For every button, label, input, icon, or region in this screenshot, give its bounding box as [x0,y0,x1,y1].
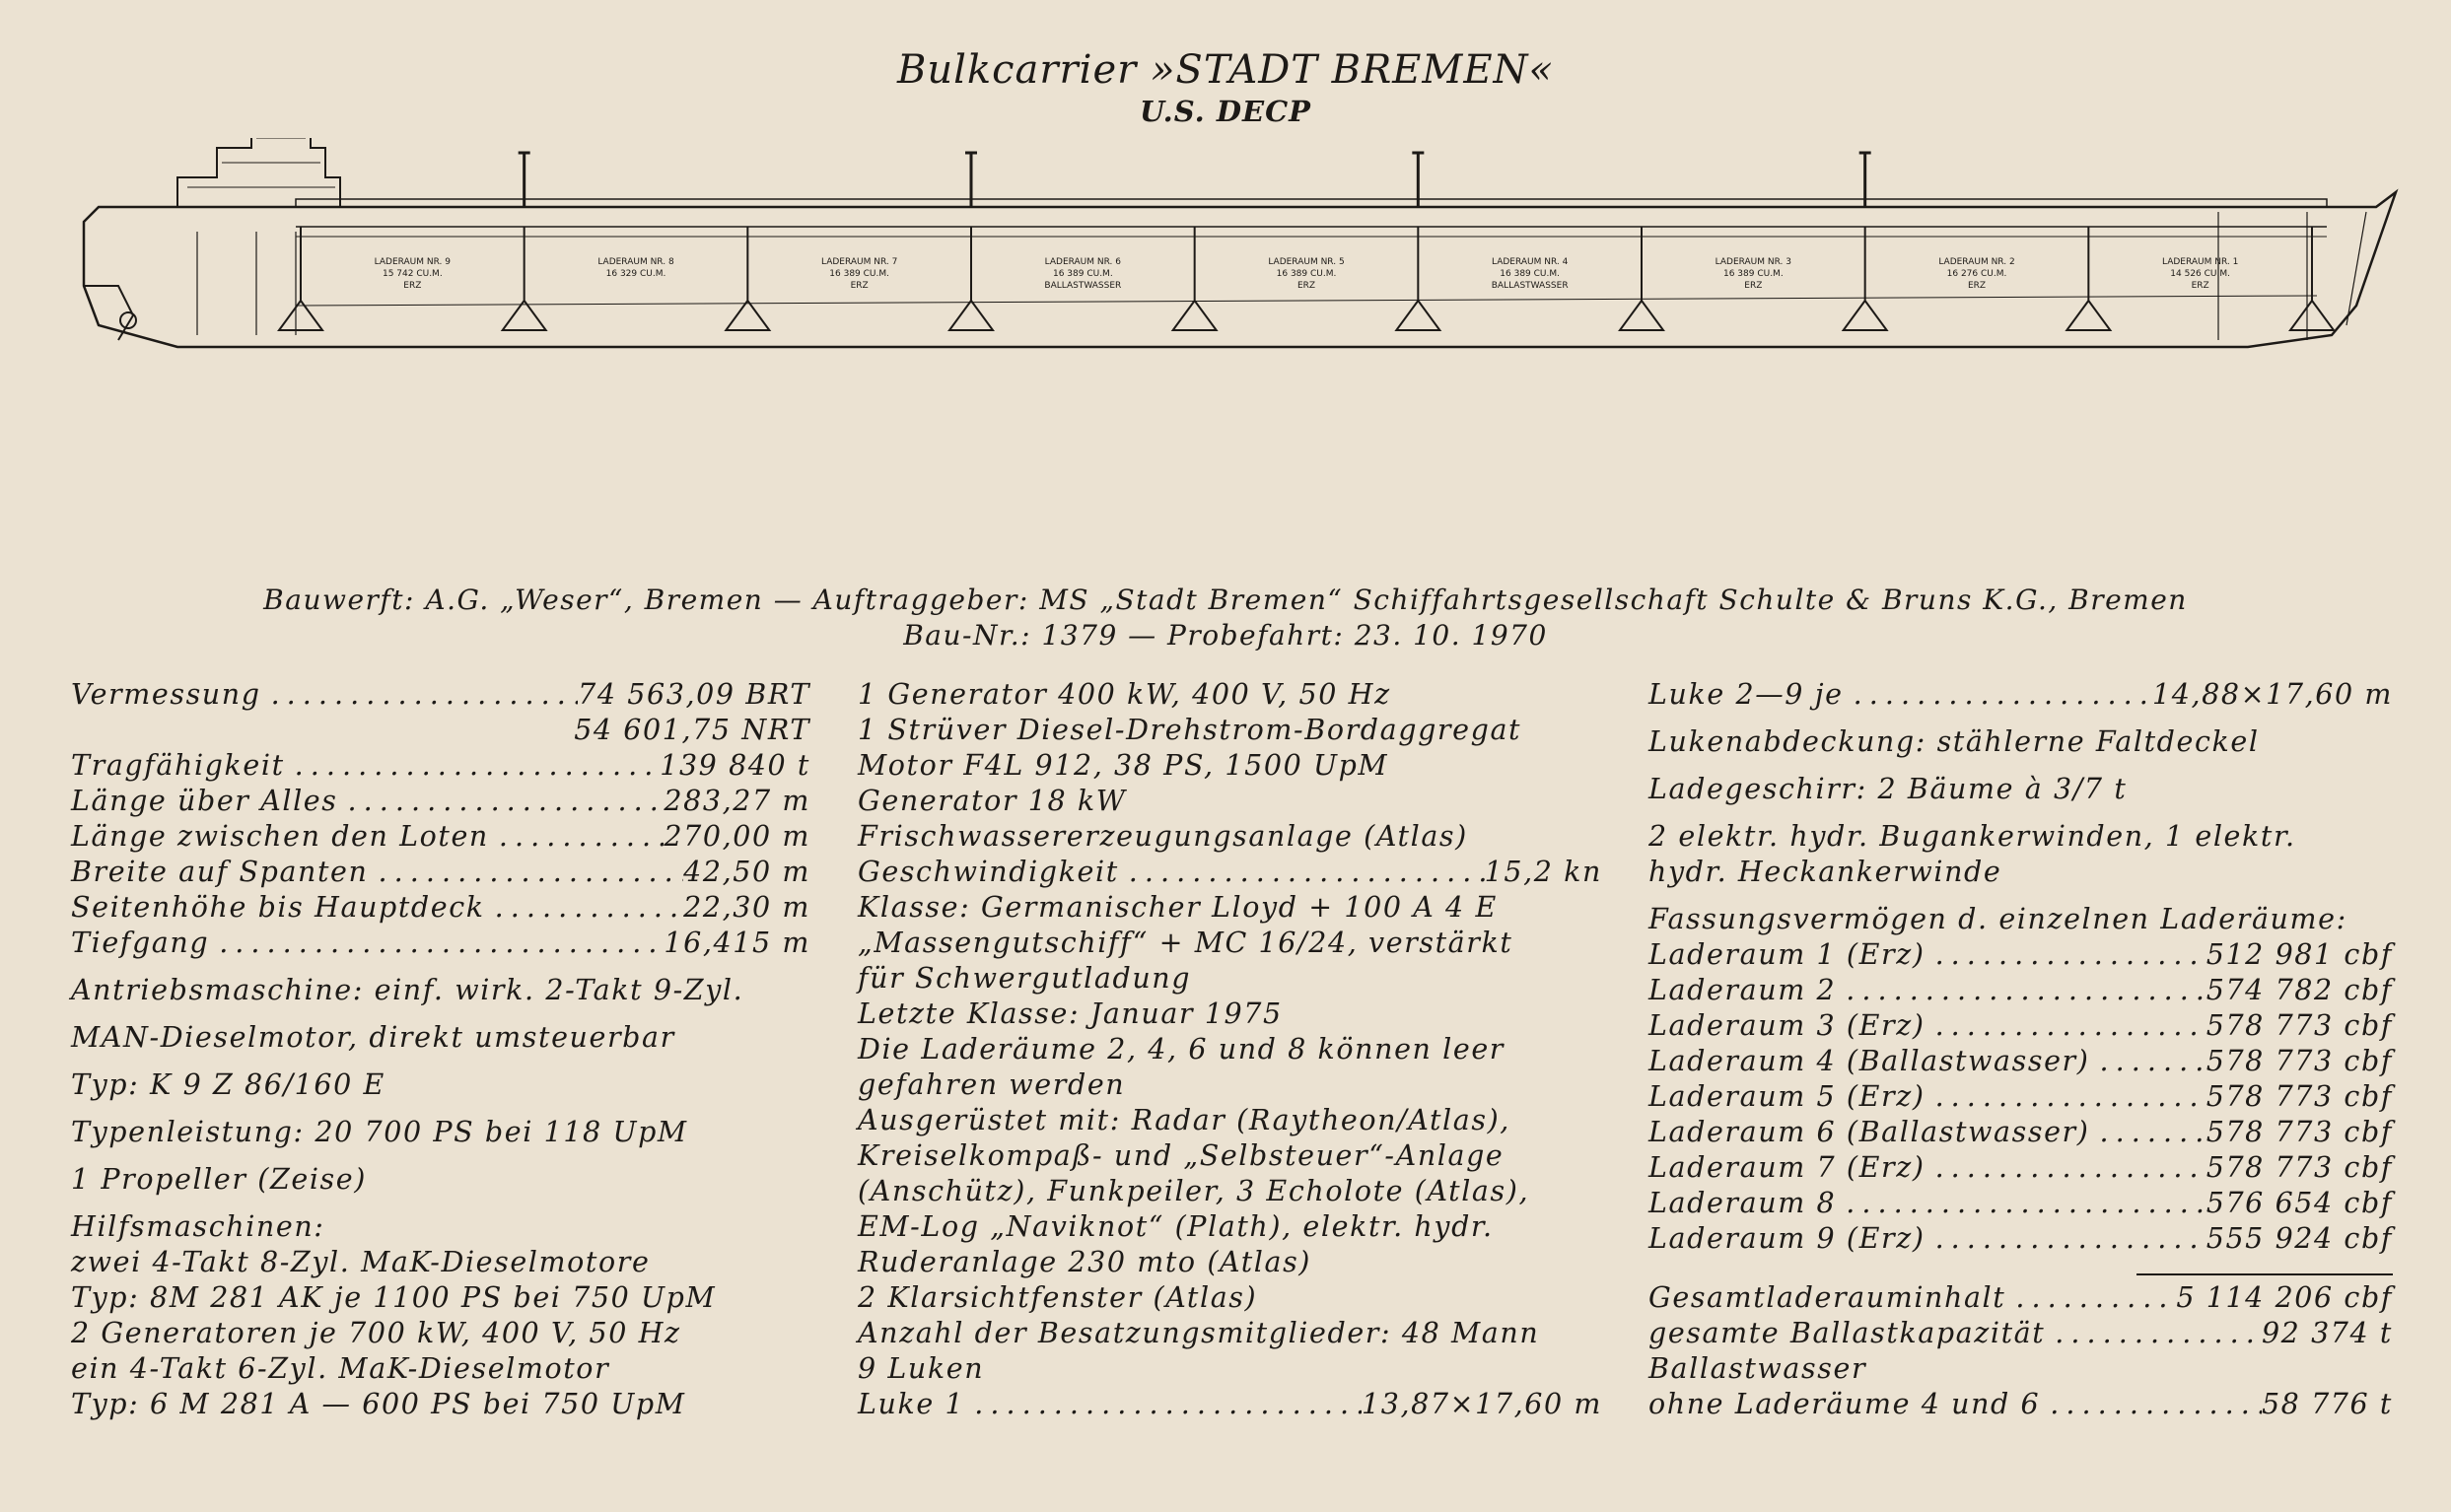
text-line: Lukenabdeckung: stählerne Faltdeckel [1648,725,2260,758]
text-line: Anzahl der Besatzungsmitglieder: 48 Mann [858,1317,1540,1349]
spec-row: Laderaum 5 (Erz) . . . 578 773 cbf [1648,1080,2393,1116]
spec-row: Laderaum 8 . . . 576 654 cbf [1648,1187,2393,1222]
hold-label: 16 389 CU.M. [1500,269,1561,279]
spec-row: Tragfähigkeit . . . 139 840 t [71,749,810,785]
hold-label: LADERAUM NR. 5 [1268,257,1345,267]
text-line: Typ: K 9 Z 86/160 E [71,1068,385,1101]
hold-label: 14 526 CU.M. [2170,269,2231,279]
spec-row: Laderaum 9 (Erz) . . . 555 924 cbf [1648,1222,2393,1258]
text-line: 2 Klarsichtfenster (Atlas) [858,1281,1258,1314]
text-line: 9 Luken [858,1352,985,1385]
hold-label: 16 389 CU.M. [1052,269,1113,279]
spec-row: Laderaum 7 (Erz) . . . 578 773 cbf [1648,1151,2393,1187]
text-line: Typ: 6 M 281 A — 600 PS bei 750 UpM [71,1388,686,1420]
text-line: zwei 4-Takt 8-Zyl. MaK-Dieselmotore [71,1246,651,1278]
text-line: für Schwergutladung [858,962,1192,995]
text-line: Ladegeschirr: 2 Bäume à 3/7 t [1648,773,2128,805]
text-line: Ballastwasser [1648,1352,1867,1385]
text-line: 1 Strüver Diesel-Drehstrom-Bordaggregat [858,714,1522,746]
bulkhead [1396,227,1439,330]
spec-row: Luke 1 . . . 13,87×17,60 m [858,1388,1602,1423]
hold-label: ERZ [2191,281,2209,291]
sum-rule [2136,1273,2393,1275]
cargo-holds [279,153,2334,330]
hold-label: LADERAUM NR. 3 [1715,257,1792,267]
spec-row: gesamte Ballastkapazität . . . 92 374 t [1648,1317,2393,1352]
text-line: MAN-Dieselmotor, direkt umsteuerbar [71,1021,675,1054]
text-line: gefahren werden [858,1068,1126,1101]
text-line: (Anschütz), Funkpeiler, 3 Echolote (Atlas), [858,1175,1530,1207]
hold-label: ERZ [850,281,869,291]
bulkhead [949,227,993,330]
column-middle [858,678,1602,1423]
hold-label: LADERAUM NR. 1 [2161,257,2239,267]
text-line: Kreiselkompaß- und „Selbsteuer“-Anlage [858,1139,1505,1172]
text-line: Letzte Klasse: Januar 1975 [858,997,1283,1030]
text-line: 2 elektr. hydr. Bugankerwinden, 1 elektr. [1648,820,2296,853]
bulkhead [2290,227,2334,330]
text-line: hydr. Heckankerwinde [1648,856,2002,888]
text-line: 1 Propeller (Zeise) [71,1163,367,1196]
bulkhead [503,227,546,330]
text-line: Die Laderäume 2, 4, 6 und 8 können leer [858,1033,1506,1065]
page-title: Bulkcarrier »STADT BREMEN« [896,47,1555,93]
spec-row: Laderaum 4 (Ballastwasser) . . . 578 773 cbf [1648,1045,2393,1080]
spec-row: Gesamtladerauminhalt . . . 5 114 206 cbf [1648,1281,2393,1317]
text-line: EM-Log „Naviknot“ (Plath), elektr. hydr. [858,1210,1494,1243]
text-line: Generator 18 kW [858,785,1127,817]
hold-label: ERZ [1296,281,1316,291]
hold-label: 16 329 CU.M. [605,269,666,279]
spec-row: Laderaum 1 (Erz) . . . 512 981 cbf [1648,938,2393,974]
spec-row: Vermessung . . . 74 563,09 BRT [71,678,810,714]
text-line: Typ: 8M 281 AK je 1100 PS bei 750 UpM [71,1281,717,1314]
text-line: Frischwassererzeugungsanlage (Atlas) [858,820,1468,853]
text-line: Fassungsvermögen d. einzelnen Laderäume: [1648,903,2347,935]
spec-row: Laderaum 2 . . . 574 782 cbf [1648,974,2393,1009]
text-line: 1 Generator 400 kW, 400 V, 50 Hz [858,678,1391,711]
bulkhead [1620,227,1663,330]
bulkhead [1173,227,1217,330]
spec-row: Laderaum 6 (Ballastwasser) . . . 578 773 cbf [1648,1116,2393,1151]
hold-label: LADERAUM NR. 4 [1491,257,1569,267]
column-right [1648,678,2393,1423]
hold-label: ERZ [403,281,422,291]
spec-row: Tiefgang . . . 16,415 m [71,927,810,962]
page-subtitle: U.S. DECP [1140,95,1311,128]
text-line: Typenleistung: 20 700 PS bei 118 UpM [71,1116,688,1148]
hold-label: 16 389 CU.M. [829,269,890,279]
hold-label: ERZ [1967,281,1987,291]
spec-row: Luke 2—9 je . . . 14,88×17,60 m [1648,678,2393,714]
text-line: Motor F4L 912, 38 PS, 1500 UpM [858,749,1389,782]
hold-label: 16 276 CU.M. [1946,269,2007,279]
hold-label: ERZ [1744,281,1763,291]
bulkhead [2066,227,2110,330]
hold-label: LADERAUM NR. 9 [374,257,452,267]
hold-label: BALLASTWASSER [1491,281,1569,291]
superstructure [177,138,340,207]
spec-row: Geschwindigkeit . . . 15,2 kn [858,856,1602,891]
ship-profile-drawing [59,138,2425,582]
spec-row: Laderaum 3 (Erz) . . . 578 773 cbf [1648,1009,2393,1045]
hold-label: BALLASTWASSER [1044,281,1122,291]
bulkhead [1844,227,1887,330]
hold-label: LADERAUM NR. 6 [1044,257,1122,267]
spec-row: Seitenhöhe bis Hauptdeck . . . 22,30 m [71,891,810,927]
bulkhead [279,227,322,330]
spec-row: Länge über Alles . . . 283,27 m [71,785,810,820]
hold-label: 16 389 CU.M. [1722,269,1784,279]
hold-label: 15 742 CU.M. [382,269,443,279]
text-line: Hilfsmaschinen: [71,1210,325,1243]
text-line: Antriebsmaschine: einf. wirk. 2-Takt 9-Zyl. [71,974,744,1006]
bulkhead [726,227,769,330]
text-line: „Massengutschiff“ + MC 16/24, verstärkt [858,927,1513,959]
text-line: Ruderanlage 230 mto (Atlas) [858,1246,1312,1278]
shipyard-caption: Bauwerft: A.G. „Weser“, Bremen — Auftraggeber: MS „Stadt Bremen“ Schiffahrtsgesellschaft Schulte & Bruns K.G., Bremen [263,584,2188,616]
hold-label: LADERAUM NR. 2 [1938,257,2015,267]
text-line: Ausgerüstet mit: Radar (Raytheon/Atlas), [858,1104,1510,1136]
text-line: 2 Generatoren je 700 kW, 400 V, 50 Hz [71,1317,681,1349]
spec-row: Breite auf Spanten . . . 42,50 m [71,856,810,891]
hold-label: LADERAUM NR. 8 [597,257,674,267]
hold-label: 16 389 CU.M. [1276,269,1337,279]
spec-row: ohne Laderäume 4 und 6 . . . 58 776 t [1648,1388,2393,1423]
hold-label: LADERAUM NR. 7 [820,257,898,267]
text-line: Klasse: Germanischer Lloyd + 100 A 4 E [858,891,1498,924]
spec-row: 54 601,75 NRT [574,714,810,746]
text-line: ein 4-Takt 6-Zyl. MaK-Dieselmotor [71,1352,610,1385]
column-left [71,678,810,1423]
spec-row: Länge zwischen den Loten . . . 270,00 m [71,820,810,856]
build-number-caption: Bau-Nr.: 1379 — Probefahrt: 23. 10. 1970 [903,619,1548,652]
